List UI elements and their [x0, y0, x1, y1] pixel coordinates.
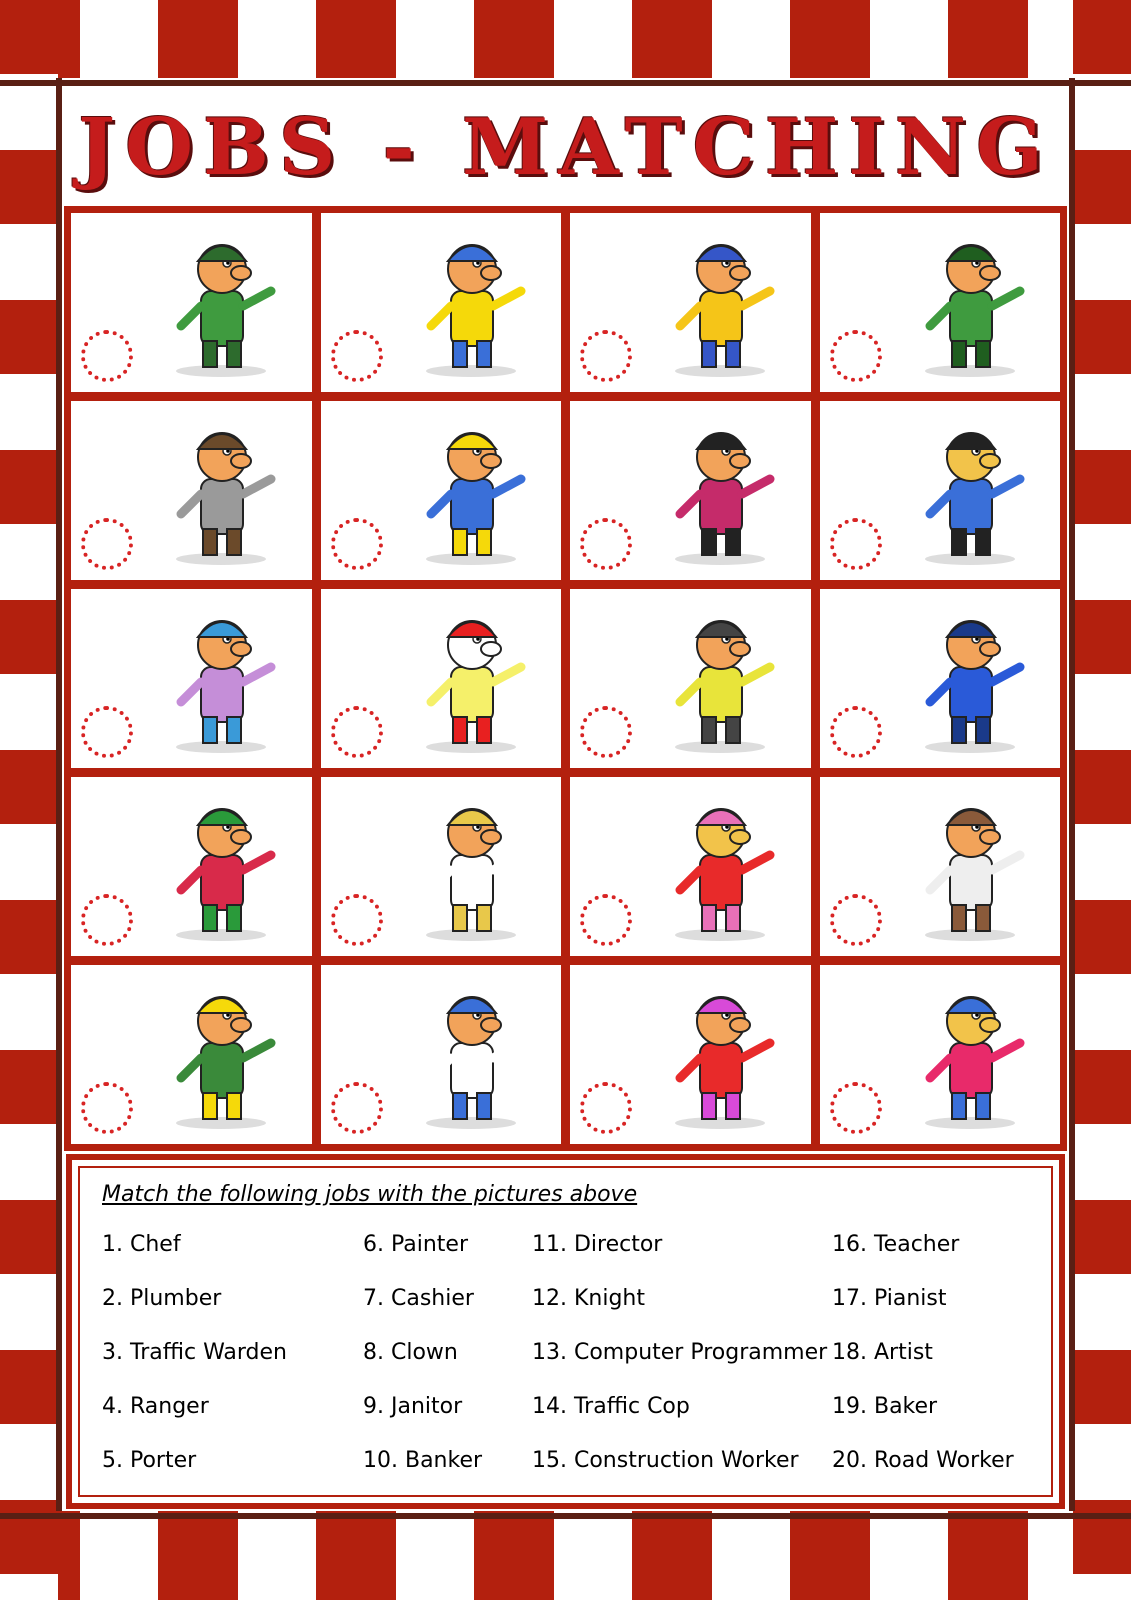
- picture-grid: [64, 206, 1067, 1151]
- answer-circle[interactable]: [81, 706, 133, 758]
- answer-circle[interactable]: [81, 330, 133, 382]
- frame-line-top: [0, 80, 1131, 86]
- job-column-4: [832, 1232, 1014, 1502]
- answer-circle[interactable]: [331, 330, 383, 382]
- answer-circle[interactable]: [580, 706, 632, 758]
- picture-cell: [820, 213, 1061, 392]
- picture-cell: [321, 589, 562, 768]
- job-column-2: [363, 1232, 482, 1502]
- picture-cell: [71, 965, 312, 1144]
- job-item: 14. Traffic Cop: [532, 1394, 690, 1419]
- answer-circle[interactable]: [580, 518, 632, 570]
- picture-cell: [321, 213, 562, 392]
- frame-line-bottom: [0, 1513, 1131, 1519]
- picture-cell: [321, 401, 562, 580]
- picture-cell: [570, 965, 811, 1144]
- picture-cell: [321, 965, 562, 1144]
- picture-cell: [820, 401, 1061, 580]
- answer-circle[interactable]: [830, 894, 882, 946]
- picture-cell: [71, 777, 312, 956]
- answer-circle[interactable]: [331, 518, 383, 570]
- job-item: 8. Clown: [363, 1340, 458, 1365]
- answer-circle[interactable]: [830, 706, 882, 758]
- picture-cell: [71, 589, 312, 768]
- picture-cell: [570, 401, 811, 580]
- picture-cell: [570, 589, 811, 768]
- answer-circle[interactable]: [331, 894, 383, 946]
- word-list-box: [66, 1154, 1065, 1509]
- answer-circle[interactable]: [331, 706, 383, 758]
- answer-circle[interactable]: [331, 1082, 383, 1134]
- job-item: 18. Artist: [832, 1340, 933, 1365]
- job-item: 10. Banker: [363, 1448, 483, 1473]
- picture-cell: [820, 777, 1061, 956]
- answer-circle[interactable]: [580, 330, 632, 382]
- job-item: 9. Janitor: [363, 1394, 463, 1419]
- job-item: 2. Plumber: [102, 1286, 222, 1311]
- answer-circle[interactable]: [580, 894, 632, 946]
- page-title: JOBS - MATCHING: [78, 101, 1053, 193]
- job-item: 11. Director: [532, 1232, 663, 1257]
- job-item: 13. Computer Programmer: [532, 1340, 828, 1365]
- picture-cell: [570, 213, 811, 392]
- answer-circle[interactable]: [81, 894, 133, 946]
- job-item: 3. Traffic Warden: [102, 1340, 288, 1365]
- title-box: [64, 88, 1067, 206]
- instructions: Match the following jobs with the pictures above: [102, 1182, 638, 1207]
- picture-cell: [820, 589, 1061, 768]
- answer-circle[interactable]: [830, 518, 882, 570]
- job-column-3: [532, 1232, 827, 1502]
- picture-cell: [321, 777, 562, 956]
- answer-circle[interactable]: [830, 330, 882, 382]
- answer-circle[interactable]: [81, 518, 133, 570]
- job-item: 12. Knight: [532, 1286, 645, 1311]
- job-item: 17. Pianist: [832, 1286, 947, 1311]
- job-item: 15. Construction Worker: [532, 1448, 799, 1473]
- job-item: 7. Cashier: [363, 1286, 474, 1311]
- job-item: 1. Chef: [102, 1232, 181, 1257]
- picture-cell: [71, 213, 312, 392]
- job-item: 19. Baker: [832, 1394, 938, 1419]
- answer-circle[interactable]: [830, 1082, 882, 1134]
- picture-cell: [820, 965, 1061, 1144]
- job-item: 20. Road Worker: [832, 1448, 1014, 1473]
- picture-cell: [71, 401, 312, 580]
- word-list-inner: [78, 1166, 1053, 1497]
- answer-circle[interactable]: [580, 1082, 632, 1134]
- picture-cell: [570, 777, 811, 956]
- job-item: 16. Teacher: [832, 1232, 960, 1257]
- answer-circle[interactable]: [81, 1082, 133, 1134]
- checkered-border-right: [1073, 0, 1131, 1600]
- job-column-1: [102, 1232, 287, 1502]
- job-item: 5. Porter: [102, 1448, 197, 1473]
- job-item: 4. Ranger: [102, 1394, 209, 1419]
- job-item: 6. Painter: [363, 1232, 469, 1257]
- checkered-border-left: [0, 0, 58, 1600]
